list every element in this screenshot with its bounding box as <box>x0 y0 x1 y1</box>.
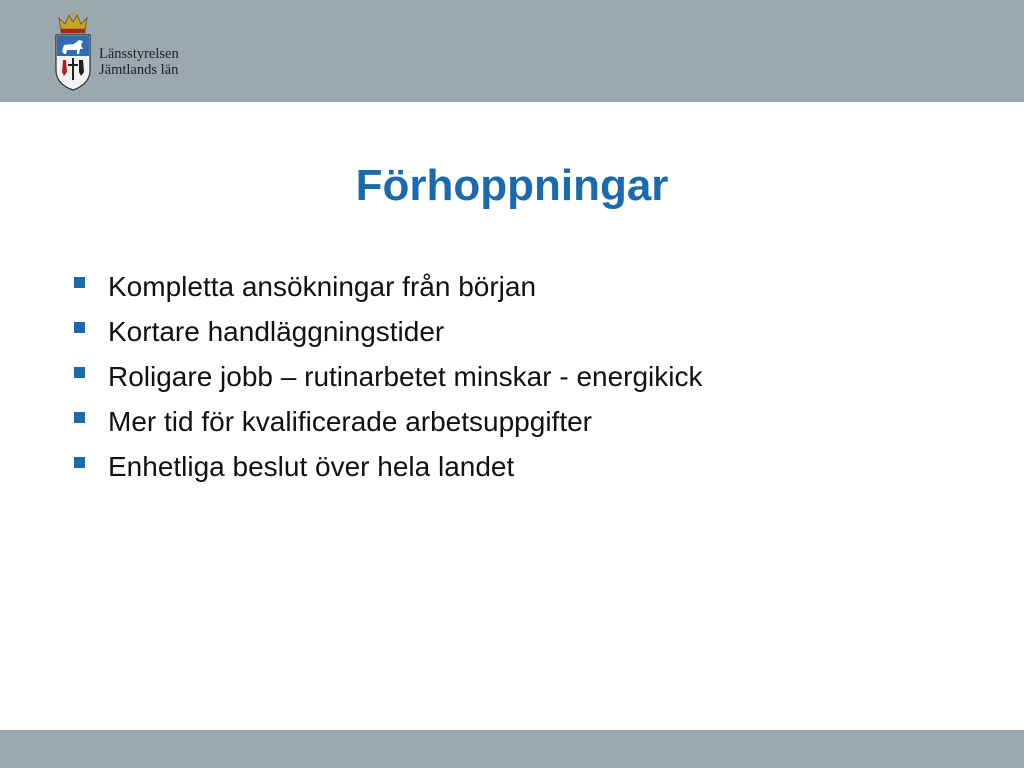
logo-wordmark <box>99 46 179 78</box>
footer-band <box>0 730 1024 768</box>
bullet-list <box>72 264 703 489</box>
lansstyrelsen-logo <box>52 10 212 94</box>
square-bullet-icon <box>74 457 85 468</box>
bullet-text: Enhetliga beslut över hela landet <box>108 451 515 482</box>
logo-line-2: Jämtlands län <box>99 62 179 78</box>
bullet-text: Mer tid för kvalificerade arbetsuppgifter <box>108 406 592 437</box>
bullet-item <box>72 399 703 444</box>
square-bullet-icon <box>74 277 85 288</box>
logo-line-1: Länsstyrelsen <box>99 46 179 62</box>
bullet-item <box>72 309 703 354</box>
county-coat-of-arms-icon <box>52 10 94 92</box>
bullet-text: Kortare handläggningstider <box>108 316 445 347</box>
slide-title: Förhoppningar <box>355 161 669 210</box>
bullet-item <box>72 264 703 309</box>
bullet-text: Roligare jobb – rutinarbetet minskar - energikick <box>108 361 703 392</box>
square-bullet-icon <box>74 322 85 333</box>
bullet-item <box>72 354 703 399</box>
bullet-text: Kompletta ansökningar från början <box>108 271 537 302</box>
square-bullet-icon <box>74 412 85 423</box>
square-bullet-icon <box>74 367 85 378</box>
bullet-item <box>72 444 703 489</box>
